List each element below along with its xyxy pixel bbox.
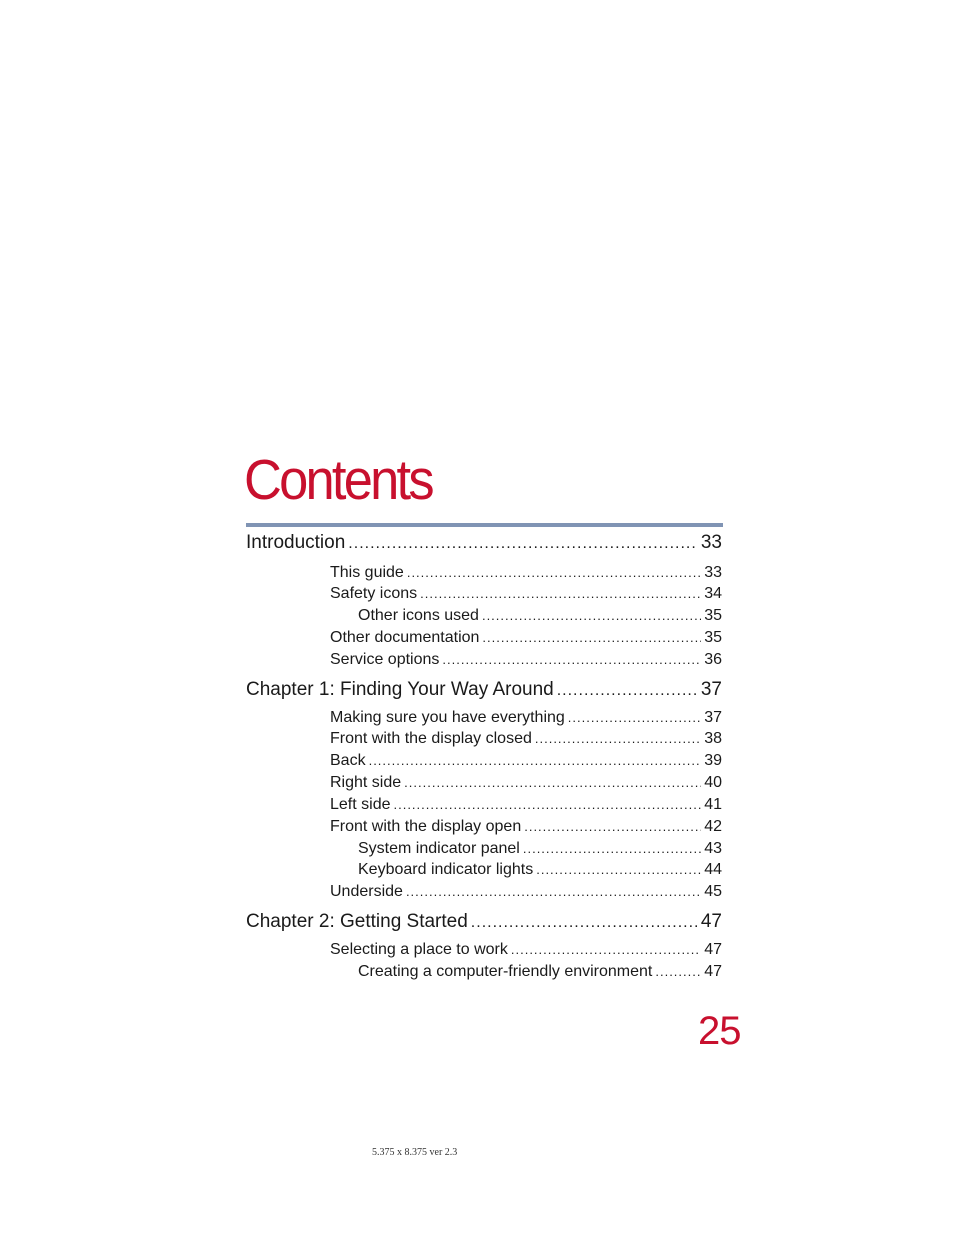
toc-leader-dots xyxy=(482,608,701,623)
toc-entry-label: Other icons used xyxy=(358,607,479,624)
toc-leader-dots xyxy=(536,862,701,877)
toc-entry[interactable] xyxy=(330,818,722,836)
toc-entry-page: 35 xyxy=(704,607,722,624)
toc-entry-page: 38 xyxy=(704,730,722,747)
title-divider xyxy=(246,523,723,527)
toc-leader-dots xyxy=(557,682,698,700)
toc-entry-page: 34 xyxy=(704,585,722,602)
toc-leader-dots xyxy=(655,964,701,979)
toc-entry-label: Introduction xyxy=(246,532,346,553)
toc-entry[interactable] xyxy=(330,774,722,792)
toc-leader-dots xyxy=(568,710,701,725)
toc-entry-label: Keyboard indicator lights xyxy=(358,861,534,878)
toc-entry-label: Creating a computer-friendly environment xyxy=(358,963,653,980)
toc-entry-label: Underside xyxy=(330,883,403,900)
toc-leader-dots xyxy=(524,819,701,834)
toc-entry[interactable] xyxy=(330,941,722,959)
toc-entry-label: This guide xyxy=(330,564,404,581)
toc-entry-label: System indicator panel xyxy=(358,840,520,857)
footer-note: 5.375 x 8.375 ver 2.3 xyxy=(372,1147,458,1158)
toc-entry[interactable] xyxy=(330,564,722,582)
toc-entry[interactable] xyxy=(330,796,722,814)
toc-leader-dots xyxy=(535,731,701,746)
toc-entry-page: 47 xyxy=(700,911,722,932)
toc-entry[interactable] xyxy=(358,963,722,981)
toc-leader-dots xyxy=(393,797,701,812)
toc-entry-label: Front with the display closed xyxy=(330,730,532,747)
toc-entry[interactable] xyxy=(330,752,722,770)
toc-entry-page: 43 xyxy=(704,840,722,857)
toc-entry-page: 39 xyxy=(704,752,722,769)
toc-entry[interactable] xyxy=(330,585,722,603)
toc-entry-page: 42 xyxy=(704,818,722,835)
toc-entry[interactable] xyxy=(358,607,722,625)
toc-leader-dots xyxy=(420,586,701,601)
toc-entry-page: 41 xyxy=(704,796,722,813)
toc-entry[interactable] xyxy=(330,883,722,901)
toc-entry-label: Service options xyxy=(330,651,440,668)
toc-entry-label: Selecting a place to work xyxy=(330,941,508,958)
toc-entry-label: Other documentation xyxy=(330,629,480,646)
toc-leader-dots xyxy=(369,753,702,768)
toc-entry[interactable] xyxy=(330,709,722,727)
toc-entry-page: 33 xyxy=(704,564,722,581)
toc-entry-page: 44 xyxy=(704,861,722,878)
page-number: 25 xyxy=(698,1009,741,1053)
toc-entry-label: Back xyxy=(330,752,366,769)
toc-entry-page: 47 xyxy=(704,941,722,958)
toc-entry-page: 47 xyxy=(704,963,722,980)
toc-entry[interactable] xyxy=(246,911,722,933)
toc-leader-dots xyxy=(348,535,698,553)
toc-entry[interactable] xyxy=(330,730,722,748)
toc-entry[interactable] xyxy=(330,629,722,647)
toc-leader-dots xyxy=(407,565,701,580)
toc-entry-page: 37 xyxy=(704,709,722,726)
toc-entry-page: 35 xyxy=(704,629,722,646)
toc-leader-dots xyxy=(511,942,701,957)
toc-leader-dots xyxy=(471,914,698,932)
toc-entry-label: Making sure you have everything xyxy=(330,709,565,726)
toc-leader-dots xyxy=(404,775,701,790)
toc-entry-label: Chapter 2: Getting Started xyxy=(246,911,468,932)
toc-entry[interactable] xyxy=(358,840,722,858)
toc-entry-page: 40 xyxy=(704,774,722,791)
toc-leader-dots xyxy=(406,884,701,899)
toc-entry-label: Front with the display open xyxy=(330,818,522,835)
toc-entry-page: 37 xyxy=(700,679,722,700)
toc-leader-dots xyxy=(523,841,701,856)
toc-entry-label: Chapter 1: Finding Your Way Around xyxy=(246,679,554,700)
toc-entry[interactable] xyxy=(358,861,722,879)
toc-entry-label: Left side xyxy=(330,796,391,813)
toc-entry[interactable] xyxy=(246,532,722,554)
toc-entry-page: 36 xyxy=(704,651,722,668)
toc-entry-label: Safety icons xyxy=(330,585,418,602)
toc-entry-label: Right side xyxy=(330,774,402,791)
page-title: Contents xyxy=(244,448,432,512)
toc-entry-page: 45 xyxy=(704,883,722,900)
toc-entry-page: 33 xyxy=(700,532,722,553)
toc-leader-dots xyxy=(442,652,701,667)
toc-entry[interactable] xyxy=(330,651,722,669)
toc-leader-dots xyxy=(482,630,701,645)
toc-entry[interactable] xyxy=(246,679,722,701)
